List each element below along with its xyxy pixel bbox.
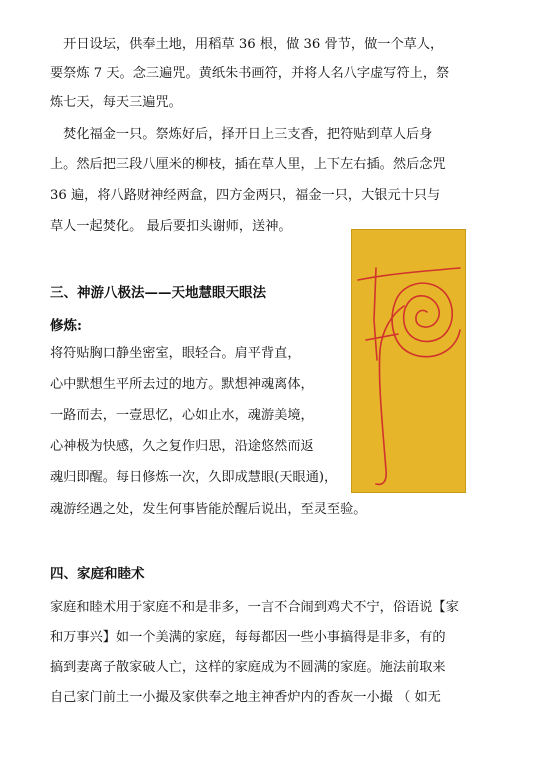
paragraph-2-line-3: 36 遍，将八路财神经两盒，四方金两只，福金一只，大银元十只与 [50, 188, 441, 203]
section-4-heading: 四、家庭和睦术 [50, 566, 145, 582]
section-3-line-4: 心神极为快感，久之复作归思，沿途悠然而返 [50, 439, 314, 454]
section-3-line-3: 一路而去，一壹思忆，心如止水，魂游美境， [50, 408, 314, 423]
section-3-line-5: 魂归即醒。每日修炼一次，久即成慧眼(天眼通)， [50, 470, 338, 485]
section-4-line-2: 和万事兴】如一个美满的家庭，每每都因一些小事搞得是非多，有的 [50, 630, 446, 645]
paragraph-2-line-1: 焚化福金一只。祭炼好后，择开日上三支香，把符贴到草人后身 [50, 127, 433, 142]
section-3-heading: 三、神游八极法——天地慧眼天眼法 [50, 285, 266, 301]
section-3-subheading: 修炼: [50, 318, 82, 334]
section-3-line-1: 将符贴胸口静坐密室，眼轻合。肩平背直， [50, 346, 301, 361]
section-3-line-2: 心中默想生平所去过的地方。默想神魂离体， [50, 377, 314, 392]
paragraph-2-line-2: 上。然后把三段八厘米的柳枝，插在草人里，上下左右插。然后念咒 [50, 157, 446, 172]
paragraph-1-line-3: 炼七天，每天三遍咒。 [50, 95, 182, 110]
section-4-line-1: 家庭和睦术用于家庭不和是非多，一言不合闹到鸡犬不宁，俗语说【家 [50, 600, 459, 615]
paragraph-1-line-1: 开日设坛，供奉土地，用稻草 36 根，做 36 骨节，做一个草人， [50, 37, 444, 52]
section-3-line-6: 魂游经遇之处，发生何事皆能於醒后说出，至灵至验。 [50, 502, 367, 517]
talisman-image [351, 229, 466, 493]
talisman-glyph [352, 230, 465, 492]
section-4-line-3: 搞到妻离子散家破人亡，这样的家庭成为不圆满的家庭。施法前取来 [50, 660, 446, 675]
paragraph-2-line-4: 草人一起焚化。 最后要扣头谢师，送神。 [50, 219, 292, 234]
section-4-line-4: 自己家门前土一小撮及家供奉之地主神香炉内的香灰一小撮 （ 如无 [50, 690, 441, 705]
paragraph-1-line-2: 要祭炼 7 天。念三遍咒。黄纸朱书画符，并将人名八字虚写符上，祭 [50, 66, 450, 81]
